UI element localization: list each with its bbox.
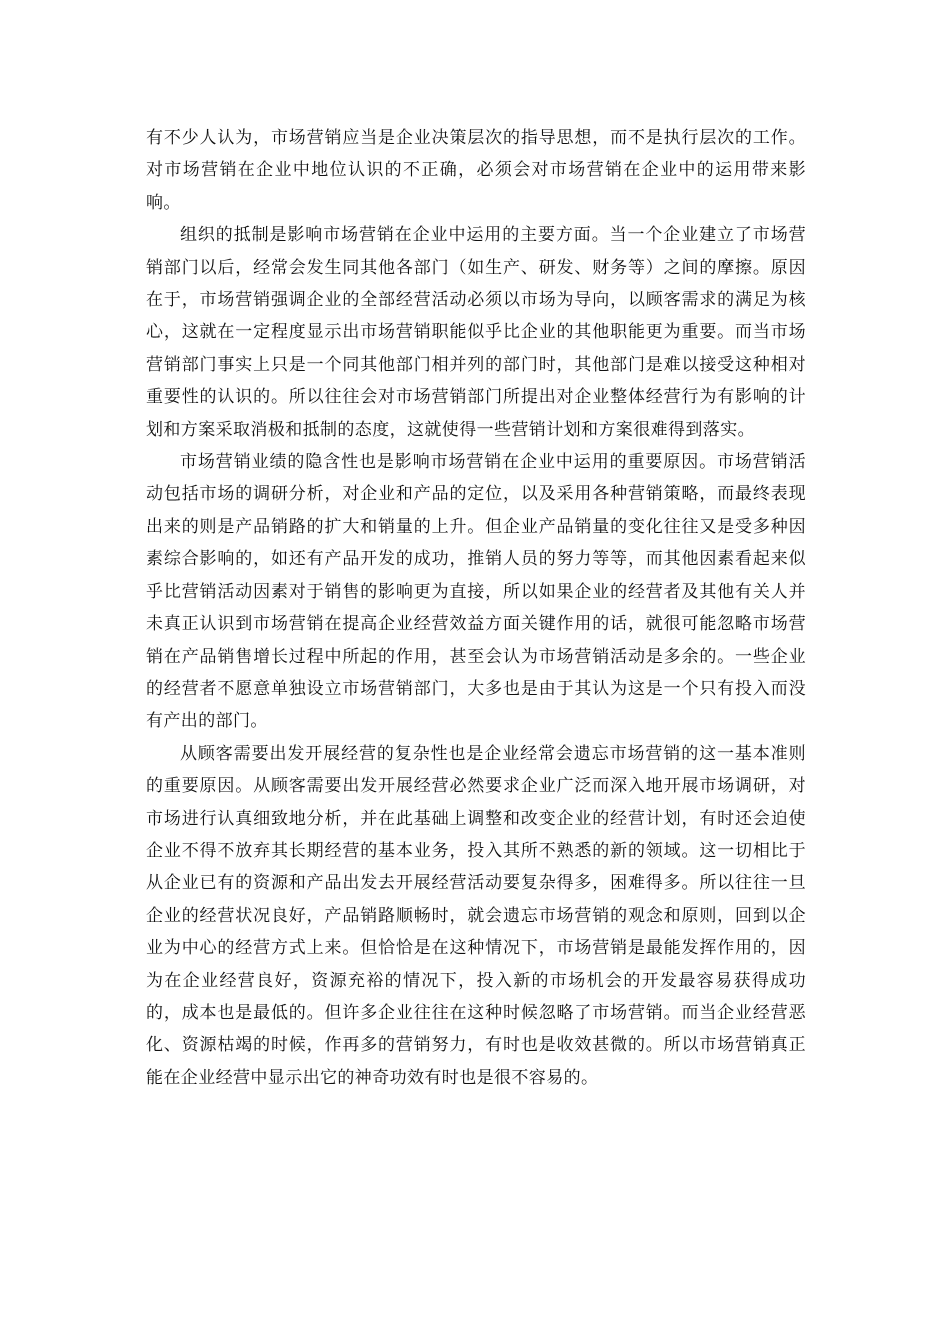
paragraph-3: 市场营销业绩的隐含性也是影响市场营销在企业中运用的重要原因。市场营销活动包括市场的调研分析，对企业和产品的定位，以及采用各种营销策略，而最终表现出来的则是产品销路的扩大和销量的上升。但企业产品销量的变化往往又是受多种因素综合影响的，如还有产品开发的成功，推销人员的努力等等，而其他因素看起来似乎比营销活动因素对于销售的影响更为直接，所以如果企业的经营者及其他有关人并未真正认识到市场营销在提高企业经营效益方面关键作用的话，就很可能忽略市场营销在产品销售增长过程中所起的作用，甚至会认为市场营销活动是多余的。一些企业的经营者不愿意单独设立市场营销部门，大多也是由于其认为这是一个只有投入而没有产出的部门。 xyxy=(146,452,806,732)
paragraph-2: 组织的抵制是影响市场营销在企业中运用的主要方面。当一个企业建立了市场营销部门以后，经常会发生同其他各部门（如生产、研发、财务等）之间的摩擦。原因在于，市场营销强调企业的全部经营活动必须以市场为导向，以顾客需求的满足为核心，这就在一定程度显示出市场营销职能似乎比企业的其他职能更为重要。而当市场营销部门事实上只是一个同其他部门相并列的部门时，其他部门是难以接受这种相对重要性的认识的。所以往往会对市场营销部门所提出对企业整体经营行为有影响的计划和方案采取消极和抵制的态度，这就使得一些营销计划和方案很难得到落实。 xyxy=(146,225,806,440)
document-body xyxy=(146,122,806,1094)
paragraph-4: 从顾客需要出发开展经营的复杂性也是企业经常会遗忘市场营销的这一基本准则的重要原因。从顾客需要出发开展经营必然要求企业广泛而深入地开展市场调研，对市场进行认真细致地分析，并在此基础上调整和改变企业的经营计划，有时还会迫使企业不得不放弃其长期经营的基本业务，投入其所不熟悉的新的领域。这一切相比于从企业已有的资源和产品出发去开展经营活动要复杂得多，困难得多。所以往往一旦企业的经营状况良好，产品销路顺畅时，就会遗忘市场营销的观念和原则，回到以企业为中心的经营方式上来。但恰恰是在这种情况下，市场营销是最能发挥作用的，因为在企业经营良好，资源充裕的情况下，投入新的市场机会的开发最容易获得成功的，成本也是最低的。但许多企业往往在这种时候忽略了市场营销。而当企业经营恶化、资源枯竭的时候，作再多的营销努力，有时也是收效甚微的。所以市场营销真正能在企业经营中显示出它的神奇功效有时也是很不容易的。 xyxy=(146,743,806,1088)
paragraph-1: 有不少人认为，市场营销应当是企业决策层次的指导思想，而不是执行层次的工作。对市场营销在企业中地位认识的不正确，必须会对市场营销在企业中的运用带来影响。 xyxy=(146,128,806,213)
